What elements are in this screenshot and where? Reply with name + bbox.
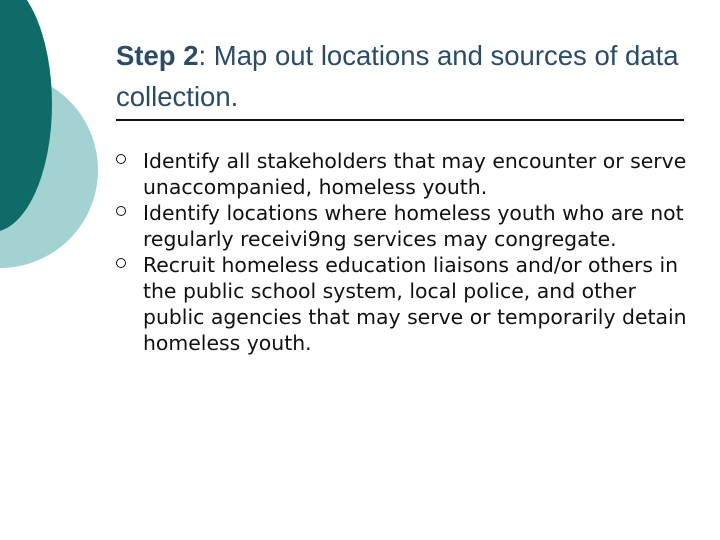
slide-title-step: Step 2	[116, 40, 199, 71]
hollow-circle-bullet-icon	[116, 206, 126, 216]
bullet-list	[116, 148, 696, 356]
bullet-item	[116, 200, 696, 252]
bullet-text: Identify locations where homeless youth who are not regularly receivi9ng services may congregate.	[143, 201, 684, 251]
bullet-text: Identify all stakeholders that may encounter or serve unaccompanied, homeless youth.	[143, 149, 687, 199]
bullet-text: Recruit homeless education liaisons and/or others in the public school system, local police, and other public agencies that may serve or temporarily detain homeless youth.	[143, 253, 687, 355]
hollow-circle-bullet-icon	[116, 258, 126, 268]
bullet-item	[116, 252, 696, 356]
slide-title-text: : Map out locations and sources of data collection.	[116, 40, 679, 112]
title-divider	[116, 119, 684, 121]
bullet-item	[116, 148, 696, 200]
hollow-circle-bullet-icon	[116, 154, 126, 164]
slide-title	[116, 35, 696, 117]
decorative-circles	[0, 0, 120, 300]
